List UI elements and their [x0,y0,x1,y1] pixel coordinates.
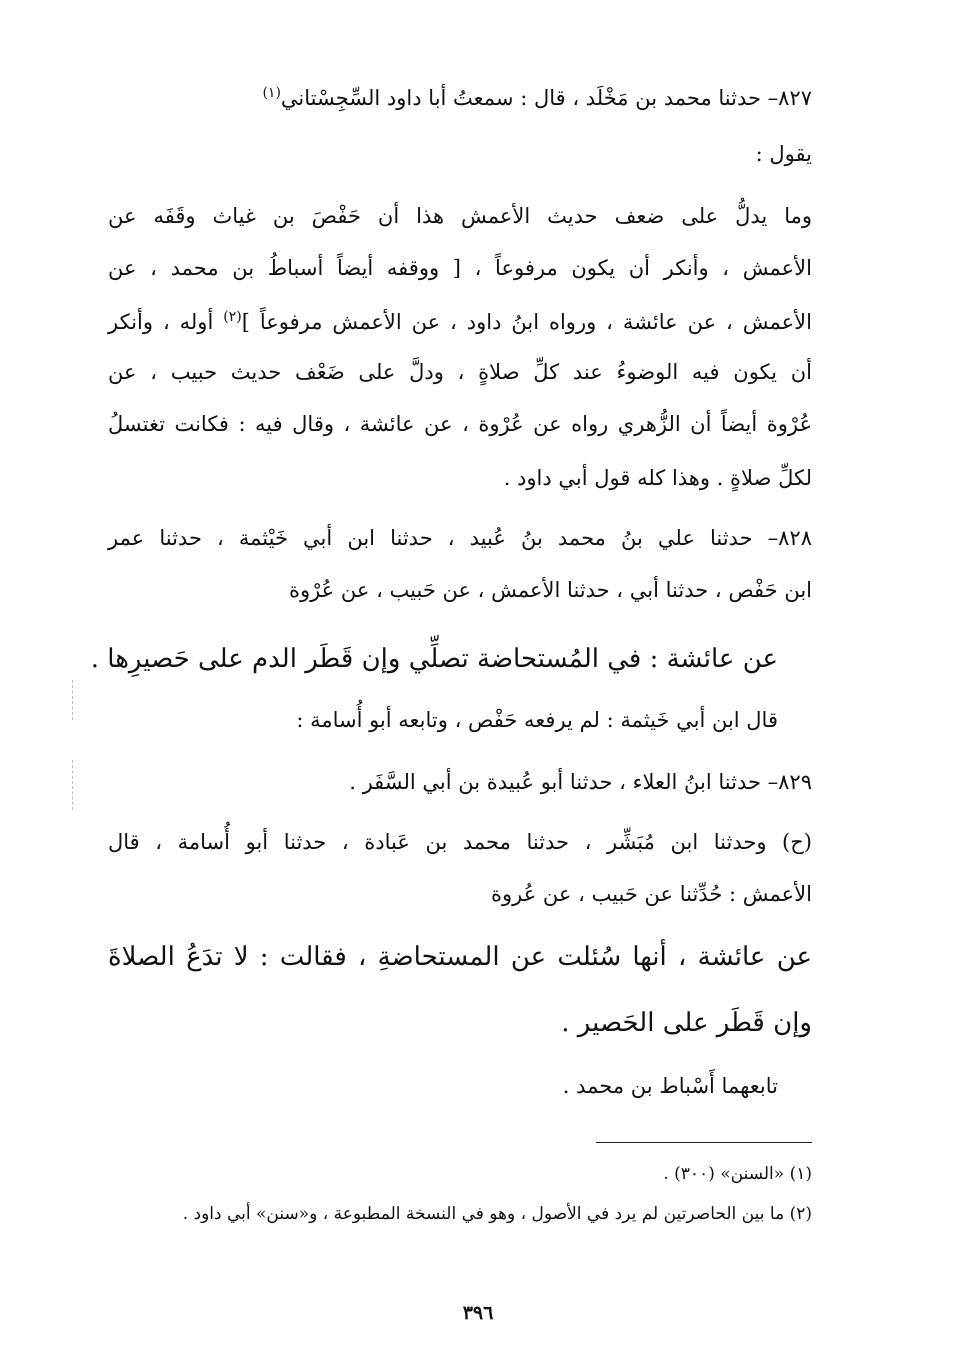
paragraph-ibn-abi-khaythama [108,710,778,740]
text-line: ٨٢٨– حدثنا علي بنُ محمد بنُ عُبيد ، حدثنا ابن أبي خَيْثمة ، حدثنا عمر [108,526,812,550]
paragraph-827 [108,86,812,116]
text-line: عن عائشة ، أنها سُئلت عن المستحاضةِ ، فقالت : لا تدَعُ الصلاةَ [108,942,812,972]
footnote-2: (٢) ما بين الحاصرتين لم يرد في الأصول ، وهو في النسخة المطبوعة ، و«سنن» أبي داود . [182,1204,812,1224]
text-line: عُرْوة أيضاً أن الزُّهري رواه عن عُرْوة ، عن عائشة ، وقال فيه : فكانت تغتسلُ [108,412,812,436]
page-number: ٣٩٦ [462,1302,494,1324]
text-line: يقول : [755,142,812,166]
text-line: الأعمش ، وأنكر أن يكون مرفوعاً ، [ ووقفه أيضاً أسباطُ بن محمد ، عن [108,256,812,280]
paragraph-commentary [108,206,812,496]
text-line: الأعمش ، عن عائشة ، ورواه ابنُ داود ، عن الأعمش مرفوعاً ] [241,310,812,334]
paragraph-827-cont [108,144,812,174]
text-line: وما يدلُّ على ضعف حديث الأعمش هذا أن حَفْصَ بن غياث وقَفَه عن [108,204,812,228]
paragraph-828 [108,528,812,608]
paragraph-ha [108,832,812,912]
scan-margin-mark [72,760,73,810]
text-line: الأعمش : حُدِّثنا عن حَبيب ، عن عُروة [491,882,812,906]
footnote-ref: (٢) [223,309,242,325]
footnotes [108,1166,812,1246]
footnote-separator [596,1142,812,1143]
text-line: ٨٢٩– حدثنا ابنُ العلاء ، حدثنا أبو عُبيدة بن أبي السَّفَر . [349,770,812,794]
text-line: أن يكون فيه الوضوءُ عند كلِّ صلاةٍ ، ودلَّ على ضَعْف حديث حبيب ، عن [108,360,812,384]
text-line: تابعهما أَسْباط بن محمد . [562,1074,778,1098]
text-line: ابن حَفْص ، حدثنا أبي ، حدثنا الأعمش ، عن حَبيب ، عن عُرْوة [288,578,812,602]
paragraph-829 [108,772,812,802]
footnote-1: (١) «السنن» (٣٠٠) . [663,1164,812,1184]
footnote-ref: (١) [262,85,281,101]
text-line: قال ابن أبي خَيثمة : لم يرفعه حَفْص ، وتابعه أبو أُسامة : [296,708,778,732]
paragraph-followup [108,1076,778,1106]
text-line: عن عائشة : في المُستحاضة تصلِّي وإن قَطَر الدم على حَصيرِها . [90,644,778,674]
text-line: ٨٢٧– حدثنا محمد بن مَخْلَد ، قال : سمعتُ أبا داود السِّجِسْتاني [280,86,812,110]
text-line: أوله ، وأنكر [108,310,214,334]
text-line: (ح) وحدثنا ابن مُبَشِّر ، حدثنا محمد بن عَبادة ، حدثنا أبو أُسامة ، قال [108,830,812,854]
scan-margin-mark [72,680,73,720]
text-line: وإن قَطَر على الحَصير . [561,1008,812,1038]
hadith-text-828 [90,644,778,682]
text-line: لكلِّ صلاةٍ . وهذا كله قول أبي داود . [503,466,812,490]
hadith-text-829 [108,944,812,1044]
